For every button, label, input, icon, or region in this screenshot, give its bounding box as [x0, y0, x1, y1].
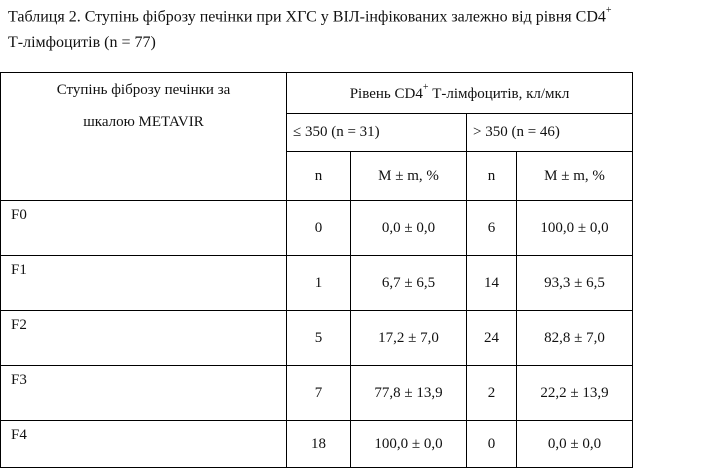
table-row — [1, 201, 633, 256]
cell-m2: 0,0 ± 0,0 — [517, 421, 633, 468]
cell-m1: 0,0 ± 0,0 — [351, 201, 467, 256]
cell-n2: 6 — [467, 201, 517, 256]
header-group-gt350: > 350 (n = 46) — [467, 114, 633, 152]
table-row — [1, 421, 633, 468]
header-fibrosis-line1: Ступінь фіброзу печінки за — [56, 82, 231, 98]
cell-n2: 14 — [467, 256, 517, 311]
table-row — [1, 256, 633, 311]
cell-level: F2 — [1, 311, 287, 366]
table-row — [1, 366, 633, 421]
cell-n1: 5 — [287, 311, 351, 366]
header-fibrosis-stage — [1, 73, 287, 201]
header-cd4-post: Т-лімфоцитів, кл/мкл — [428, 85, 570, 102]
header-cd4-level — [287, 73, 633, 114]
header-m-2: M ± m, % — [517, 152, 633, 201]
header-n-1: n — [287, 152, 351, 201]
cell-n1: 0 — [287, 201, 351, 256]
cell-m2: 82,8 ± 7,0 — [517, 311, 633, 366]
cell-m1: 100,0 ± 0,0 — [351, 421, 467, 468]
caption-text-line2: Т-лімфоцитів (n = 77) — [8, 34, 156, 52]
header-cd4-pre: Рівень CD4 — [349, 85, 423, 102]
header-fibrosis-line2: шкалою METAVIR — [83, 114, 204, 130]
cell-m2: 100,0 ± 0,0 — [517, 201, 633, 256]
cell-n2: 24 — [467, 311, 517, 366]
header-m-1: M ± m, % — [351, 152, 467, 201]
cell-n1: 7 — [287, 366, 351, 421]
cell-level: F3 — [1, 366, 287, 421]
header-cd4-sup: + — [422, 81, 429, 93]
caption-superscript: + — [605, 5, 612, 16]
cell-n1: 1 — [287, 256, 351, 311]
cell-n2: 2 — [467, 366, 517, 421]
cell-level: F0 — [1, 201, 287, 256]
cell-m2: 22,2 ± 13,9 — [517, 366, 633, 421]
cell-m1: 6,7 ± 6,5 — [351, 256, 467, 311]
cell-m1: 17,2 ± 7,0 — [351, 311, 467, 366]
fibrosis-table — [0, 72, 633, 468]
cell-level: F1 — [1, 256, 287, 311]
cell-level: F4 — [1, 421, 287, 468]
cell-n2: 0 — [467, 421, 517, 468]
caption-text: Таблиця 2. Ступінь фіброзу печінки при ХГС у ВІЛ-інфікованих залежно від рівня CD4 — [8, 8, 606, 26]
cell-n1: 18 — [287, 421, 351, 468]
cell-m2: 93,3 ± 6,5 — [517, 256, 633, 311]
cell-m1: 77,8 ± 13,9 — [351, 366, 467, 421]
table-row — [1, 311, 633, 366]
header-n-2: n — [467, 152, 517, 201]
header-group-le350: ≤ 350 (n = 31) — [287, 114, 467, 152]
table-caption — [8, 0, 708, 56]
